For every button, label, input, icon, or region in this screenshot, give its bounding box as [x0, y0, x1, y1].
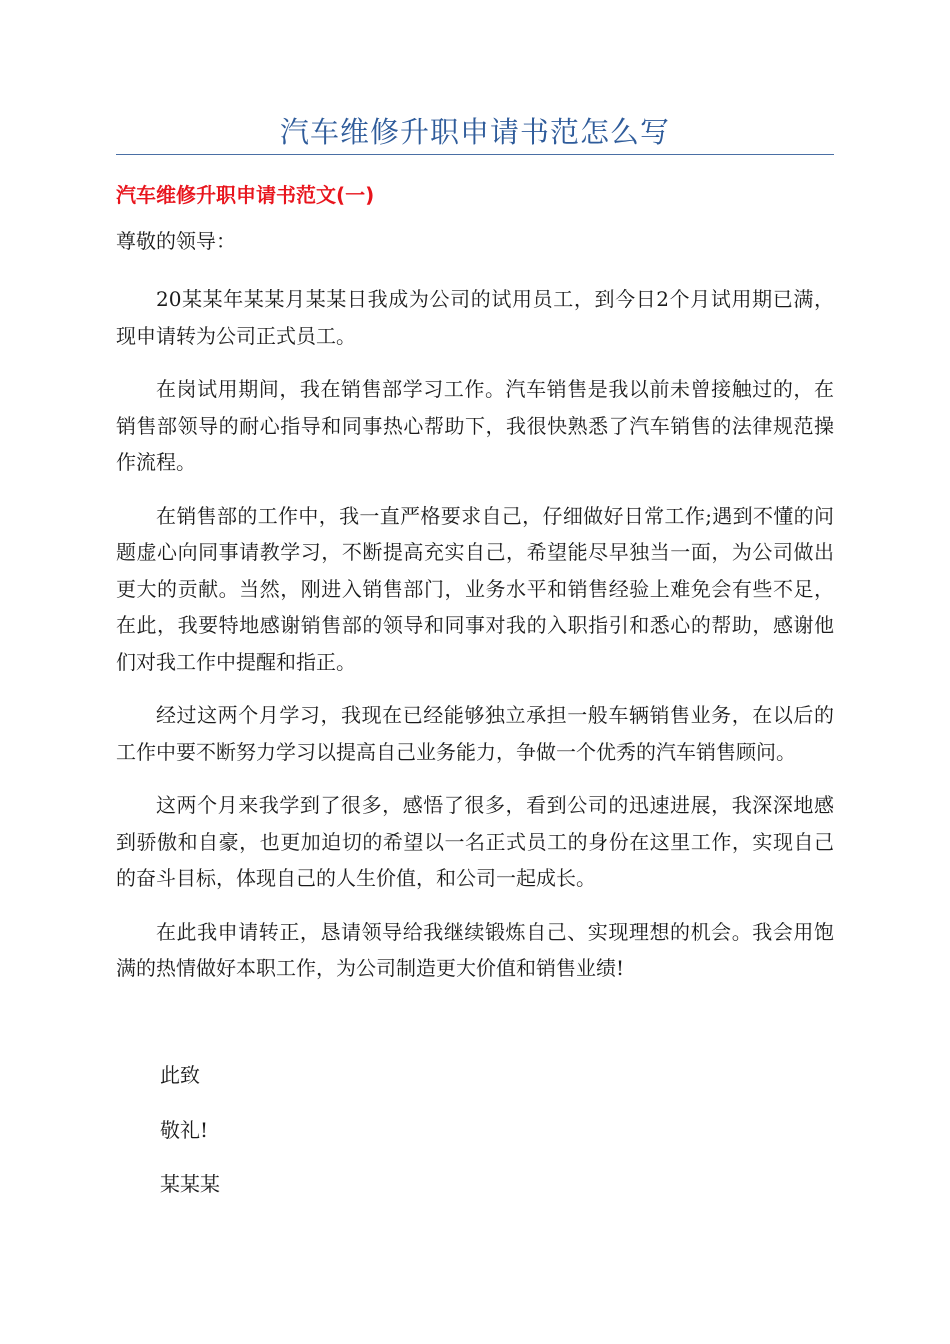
- title-divider: [116, 154, 834, 155]
- paragraph: 经过这两个月学习，我现在已经能够独立承担一般车辆销售业务，在以后的工作中要不断努力学习以提高自己业务能力，争做一个优秀的汽车销售顾问。: [116, 703, 834, 764]
- salutation: 尊敬的领导：: [116, 229, 236, 253]
- document-title: 汽车维修升职申请书范怎么写: [279, 115, 670, 149]
- closing-salute: 此致: [160, 1063, 200, 1087]
- paragraph: 这两个月来我学到了很多，感悟了很多，看到公司的迅速进展，我深深地感到骄傲和自豪，也更加迫切的希望以一名正式员工的身份在这里工作，实现自己的奋斗目标，体现自己的人生价值，和公司一起成长。: [116, 793, 834, 890]
- paragraph: 在销售部的工作中，我一直严格要求自己，仔细做好日常工作;遇到不懂的问题虚心向同事请教学习，不断提高充实自己，希望能尽早独当一面，为公司做出更大的贡献。当然，刚进入销售部门，业务水平和销售经验上难免会有些不足，在此，我要特地感谢销售部的领导和同事对我的入职指引和悉心的帮助，感谢他们对我工作中提醒和指正。: [116, 503, 834, 674]
- paragraph: 在岗试用期间，我在销售部学习工作。汽车销售是我以前未曾接触过的，在销售部领导的耐心指导和同事热心帮助下，我很快熟悉了汽车销售的法律规范操作流程。: [116, 377, 834, 474]
- paragraph: 20某某年某某月某某日我成为公司的试用员工，到今日2个月试用期已满，现申请转为公司正式员工。: [116, 287, 834, 348]
- signature: 某某某: [160, 1172, 220, 1196]
- section-heading: 汽车维修升职申请书范文(一): [116, 183, 375, 207]
- closing-regards: 敬礼!: [160, 1118, 209, 1142]
- letter-body: [116, 281, 834, 1004]
- paragraph: 在此我申请转正，恳请领导给我继续锻炼自己、实现理想的机会。我会用饱满的热情做好本职工作，为公司制造更大价值和销售业绩!: [116, 919, 834, 980]
